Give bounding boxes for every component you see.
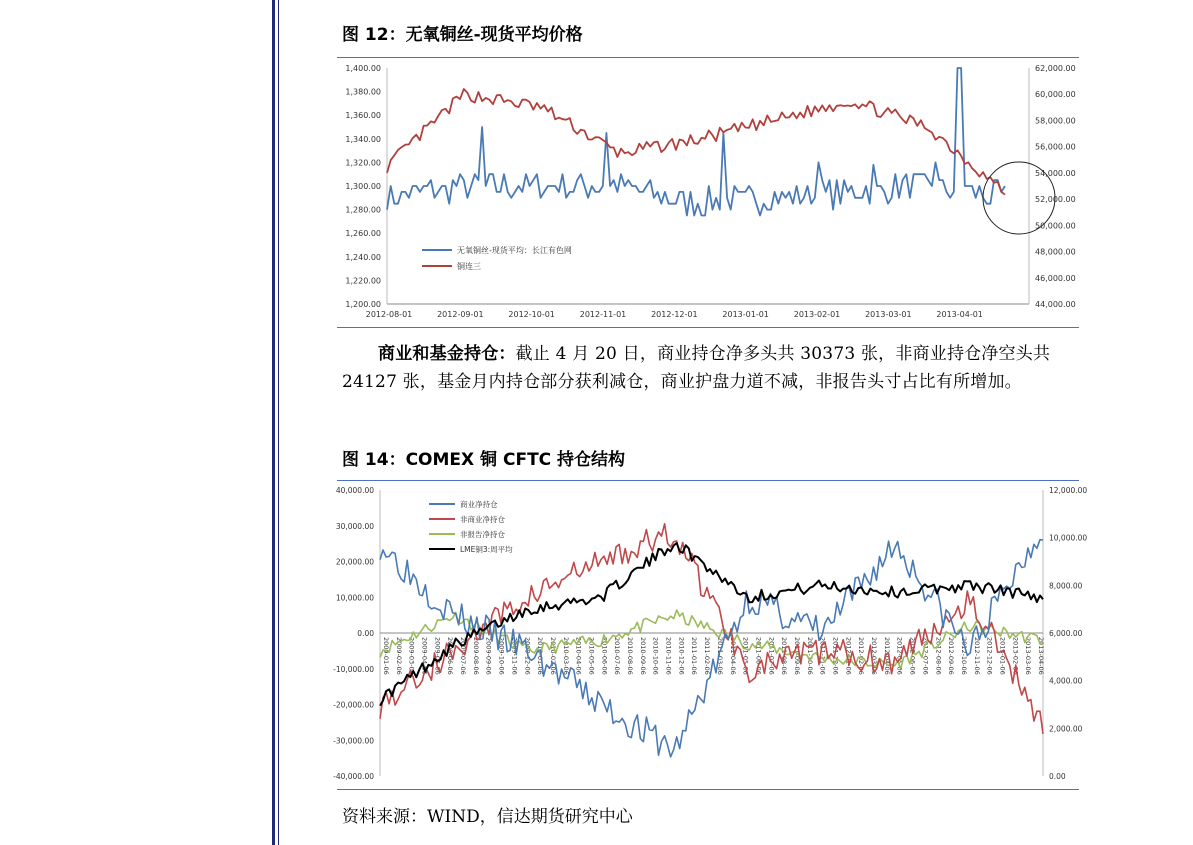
right-tick-label: 10,000.00 xyxy=(1049,533,1088,543)
x-tick-label: 2012-08-06 xyxy=(934,636,943,675)
x-tick-label: 2011-06-06 xyxy=(754,636,763,675)
x-tick-label: 2011-07-06 xyxy=(767,636,776,675)
x-tick-label: 2009-10-06 xyxy=(497,636,506,675)
x-tick-label: 2009-08-06 xyxy=(471,637,480,675)
figure-14-svg xyxy=(333,482,1088,788)
right-tick-label: 56,000.00 xyxy=(1035,142,1076,152)
x-tick-label: 2009-02-06 xyxy=(394,637,403,675)
left-tick-label: 1,340.00 xyxy=(345,134,381,144)
x-tick-label: 2009-03-06 xyxy=(407,636,416,675)
x-tick-label: 2012-06-06 xyxy=(908,636,917,675)
x-tick-label: 2011-08-06 xyxy=(780,637,789,675)
left-tick-label: 20,000.00 xyxy=(335,557,374,567)
x-tick-label: 2010-06-06 xyxy=(600,637,609,675)
right-tick-label: 2,000.00 xyxy=(1049,724,1083,734)
right-tick-label: 52,000.00 xyxy=(1035,195,1076,205)
x-tick-label: 2013-04-01 xyxy=(936,310,983,319)
x-tick-label: 2012-02-06 xyxy=(857,636,866,675)
x-tick-label: 2011-12-06 xyxy=(831,637,840,675)
series-oxygen-free-copper-wire xyxy=(387,68,1005,216)
right-tick-label: 58,000.00 xyxy=(1035,116,1076,126)
x-tick-label: 2012-11-06 xyxy=(972,636,981,675)
x-tick-label: 2011-09-06 xyxy=(793,636,801,675)
left-tick-label: 1,380.00 xyxy=(345,87,381,97)
x-tick-label: 2010-10-06 xyxy=(651,637,660,675)
figure-12-title: 图 12：无氧铜丝-现货平均价格 xyxy=(342,25,583,45)
paragraph-lead: 商业和基金持仓： xyxy=(378,344,516,364)
x-tick-label: 2013-04-06 xyxy=(1037,637,1045,675)
left-tick-label: 1,280.00 xyxy=(345,205,381,215)
x-tick-label: 2009-09-06 xyxy=(484,637,493,675)
x-tick-label: 2013-02-06 xyxy=(1011,637,1020,675)
left-tick-label: 10,000.00 xyxy=(335,593,374,603)
x-tick-label: 2012-10-06 xyxy=(959,637,968,675)
left-tick-label: 30,000.00 xyxy=(335,521,374,531)
x-tick-label: 2012-10-01 xyxy=(508,310,555,319)
x-tick-label: 2012-01-06 xyxy=(844,636,853,675)
x-tick-label: 2009-12-06 xyxy=(523,636,532,675)
figure-12-chart xyxy=(337,60,1079,326)
x-tick-label: 2012-12-06 xyxy=(985,637,994,675)
figure-14-top-rule xyxy=(337,480,1079,481)
x-tick-label: 2010-12-06 xyxy=(677,636,686,675)
x-tick-label: 2012-11-01 xyxy=(579,310,627,319)
x-tick-label: 2009-06-06 xyxy=(446,637,455,675)
left-tick-label: 40,000.00 xyxy=(335,486,374,495)
right-tick-label: 48,000.00 xyxy=(1035,247,1076,257)
x-tick-label: 2012-12-01 xyxy=(651,310,698,319)
legend-label-non-commercial: 非商业净持仓 xyxy=(460,515,505,524)
right-tick-label: 4,000.00 xyxy=(1049,676,1083,686)
x-tick-label: 2009-04-06 xyxy=(420,637,429,675)
right-tick-label: 12,000.00 xyxy=(1049,486,1088,495)
left-tick-label: 1,240.00 xyxy=(345,252,381,262)
x-tick-label: 2010-07-06 xyxy=(613,636,622,675)
right-tick-label: 60,000.00 xyxy=(1035,90,1076,100)
source-note: 资料来源：WIND，信达期货研究中心 xyxy=(342,807,633,827)
x-tick-label: 2012-03-06 xyxy=(870,637,878,675)
right-tick-label: 46,000.00 xyxy=(1035,273,1076,283)
x-tick-label: 2009-07-06 xyxy=(459,636,468,675)
right-tick-label: 62,000.00 xyxy=(1035,64,1076,73)
left-tick-label: 1,300.00 xyxy=(345,182,381,191)
left-tick-label: -10,000.00 xyxy=(333,664,374,674)
left-tick-label: -40,000.00 xyxy=(333,772,374,781)
left-tick-label: 1,320.00 xyxy=(345,158,381,168)
x-tick-label: 2011-10-06 xyxy=(805,637,814,675)
left-tick-label: 1,360.00 xyxy=(345,111,381,121)
legend-label-non-reportable: 非报告净持仓 xyxy=(460,530,505,539)
paragraph-body: 截止 4 月 20 日，商业持仓净多头共 30373 张，非商业持仓净空头共 24127 张，基金月内持仓部分获利减仓，商业护盘力道不减，非报告头寸占比有所增加。 xyxy=(342,344,1051,392)
left-tick-label: 1,200.00 xyxy=(345,300,381,309)
x-tick-label: 2013-03-01 xyxy=(865,310,912,319)
x-tick-label: 2011-05-06 xyxy=(741,637,750,675)
x-tick-label: 2013-03-06 xyxy=(1024,636,1033,675)
x-tick-label: 2011-04-06 xyxy=(728,636,737,675)
margin-rule-thick xyxy=(272,0,275,845)
x-tick-label: 2010-02-06 xyxy=(549,636,557,675)
x-tick-label: 2012-07-06 xyxy=(921,637,930,675)
x-tick-label: 2012-09-01 xyxy=(437,310,484,319)
figure-12-top-rule xyxy=(337,57,1079,58)
figure-12-svg xyxy=(337,60,1079,326)
x-tick-label: 2009-05-06 xyxy=(433,636,442,675)
x-tick-label: 2009-11-06 xyxy=(510,637,519,675)
left-tick-label: 1,260.00 xyxy=(345,229,381,239)
x-tick-label: 2012-04-06 xyxy=(882,636,891,675)
x-tick-label: 2011-01-06 xyxy=(690,637,699,675)
figure-14-bottom-rule xyxy=(337,789,1079,790)
x-tick-label: 2011-02-06 xyxy=(703,636,712,675)
x-tick-label: 2010-01-06 xyxy=(536,637,545,675)
x-tick-label: 2012-08-01 xyxy=(365,310,413,319)
right-tick-label: 0.00 xyxy=(1049,772,1066,781)
x-tick-label: 2010-11-06 xyxy=(664,637,673,675)
right-tick-label: 44,000.00 xyxy=(1035,300,1076,309)
right-tick-label: 54,000.00 xyxy=(1035,168,1076,178)
x-tick-label: 2010-08-06 xyxy=(626,637,634,675)
x-tick-label: 2010-09-06 xyxy=(638,636,647,675)
left-tick-label: 1,220.00 xyxy=(345,276,381,286)
figure-14-title: 图 14：COMEX 铜 CFTC 持仓结构 xyxy=(342,450,626,470)
legend-label-copper: 铜连三 xyxy=(457,262,481,271)
figure-12-bottom-rule xyxy=(337,327,1079,328)
x-tick-label: 2012-05-06 xyxy=(895,637,904,675)
x-tick-label: 2011-03-06 xyxy=(715,637,724,675)
x-tick-label: 2010-03-06 xyxy=(561,637,570,675)
x-tick-label: 2010-05-06 xyxy=(587,636,596,675)
legend-label-lme: LME铜3:周平均 xyxy=(460,545,513,554)
left-tick-label: -30,000.00 xyxy=(333,736,374,746)
x-tick-label: 2013-01-06 xyxy=(998,636,1007,675)
legend-label-commercial: 商业净持仓 xyxy=(460,500,498,509)
left-tick-label: 1,400.00 xyxy=(345,64,381,73)
x-tick-label: 2011-11-06 xyxy=(818,636,827,675)
x-tick-label: 2013-02-01 xyxy=(793,310,841,319)
right-tick-label: 6,000.00 xyxy=(1049,629,1083,638)
figure-14-chart xyxy=(333,482,1088,788)
legend-label-wire: 无氧铜丝-现货平均：长江有色网 xyxy=(457,246,572,255)
left-tick-label: 0.00 xyxy=(357,629,374,638)
x-tick-label: 2012-09-06 xyxy=(947,636,956,675)
commentary-paragraph xyxy=(342,340,1082,396)
margin-rule-thin xyxy=(278,0,279,845)
right-tick-label: 50,000.00 xyxy=(1035,221,1076,231)
left-tick-label: -20,000.00 xyxy=(333,700,374,710)
x-tick-label: 2010-04-06 xyxy=(574,637,583,675)
x-tick-label: 2009-01-06 xyxy=(382,637,390,675)
x-tick-label: 2013-01-01 xyxy=(722,310,769,319)
right-tick-label: 8,000.00 xyxy=(1049,581,1083,591)
